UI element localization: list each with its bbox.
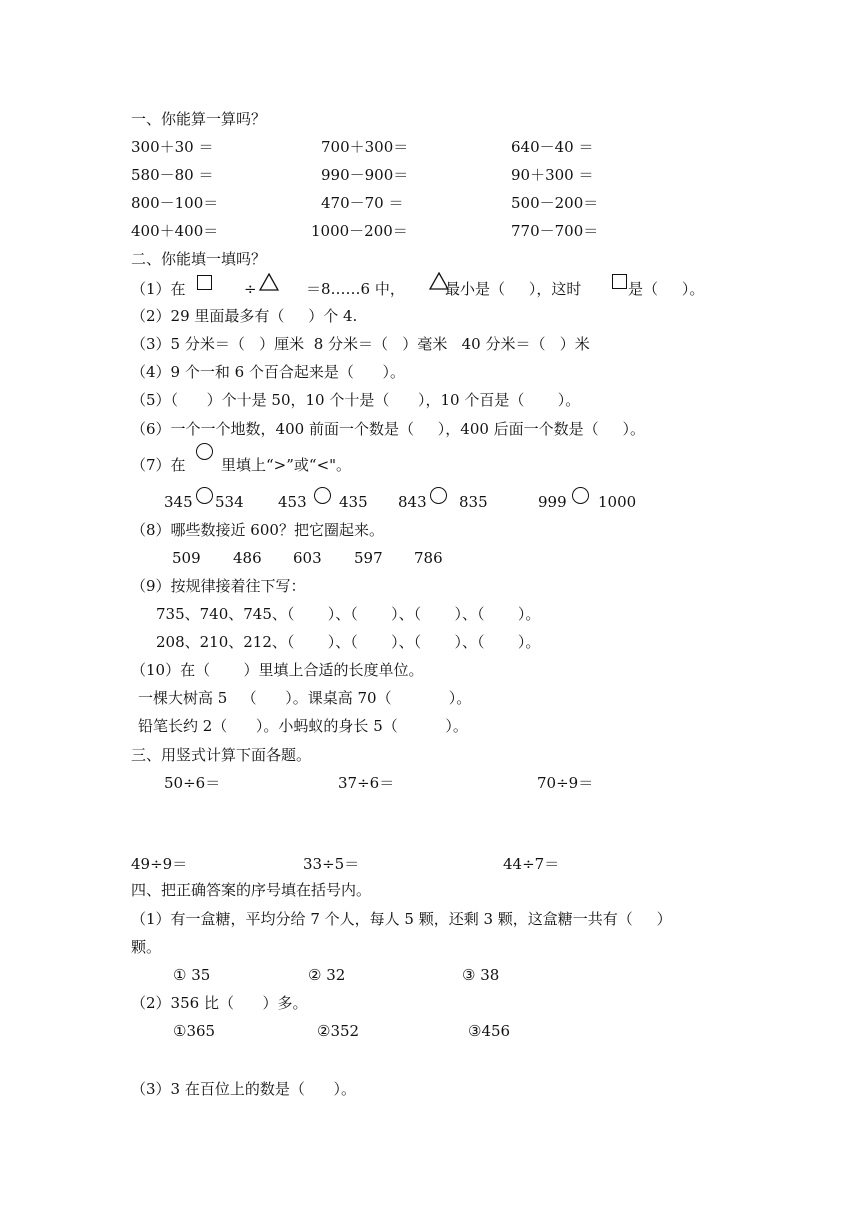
- question-5: （5）（ ）个十是 50，10 个十是（ ），10 个百是（ ）。: [131, 391, 581, 409]
- square-icon: [612, 274, 627, 289]
- compare-right: 435: [339, 493, 368, 511]
- divide-sign: ÷: [244, 280, 257, 298]
- circle-icon: [196, 487, 213, 504]
- calc-item: 1000－200＝: [311, 222, 408, 240]
- calc-item: 770－700＝: [511, 222, 599, 240]
- question-10: （10）在（ ）里填上合适的长度单位。: [131, 661, 424, 679]
- circle-icon: [196, 443, 213, 460]
- question-9: （9）按规律接着往下写：: [131, 577, 306, 595]
- compare-left: 999: [538, 493, 567, 511]
- unit-fill-row: 铅笔长约 2（ ）。小蚂蚁的身长 5（ ）。: [138, 717, 468, 735]
- question-7-text: 里填上“>”或“<"。: [221, 456, 352, 474]
- calc-item: 800－100＝: [131, 194, 219, 212]
- calc-item: 700＋300＝: [321, 138, 409, 156]
- question-6: （6）一个一个地数，400 前面一个数是（ ），400 后面一个数是（ ）。: [131, 420, 646, 438]
- question-3: （3）5 分米＝（ ）厘米 8 分米＝（ ）毫米 40 分米＝（ ）米: [131, 335, 590, 353]
- number-option: 597: [354, 549, 383, 567]
- choice-question-1-cont: 颗。: [131, 938, 162, 956]
- answer-option: ①365: [173, 1022, 216, 1040]
- unit-fill-row: 一棵大树高 5 （ ）。课桌高 70（ ）。: [138, 689, 472, 707]
- calc-item: 90＋300 ＝: [511, 166, 594, 184]
- calc-item: 400＋400＝: [131, 222, 219, 240]
- sequence-row: 735、740、745、（ ）、（ ）、（ ）、（ ）。: [156, 605, 541, 623]
- question-4: （4）9 个一和 6 个百合起来是（ ）。: [131, 363, 406, 381]
- compare-left: 345: [164, 493, 193, 511]
- number-option: 509: [172, 549, 201, 567]
- compare-left: 843: [398, 493, 427, 511]
- calc-item: 990－900＝: [321, 166, 409, 184]
- compare-right: 534: [215, 493, 244, 511]
- section-3-title: 三、用竖式计算下面各题。: [131, 746, 312, 764]
- division-problem: 44÷7＝: [503, 855, 560, 873]
- division-problem: 37÷6＝: [338, 774, 395, 792]
- section-4-title: 四、把正确答案的序号填在括号内。: [131, 881, 372, 899]
- division-problem: 50÷6＝: [164, 774, 221, 792]
- square-icon: [197, 275, 212, 290]
- answer-option: ② 32: [308, 966, 346, 984]
- division-problem: 33÷5＝: [303, 855, 360, 873]
- question-8: （8）哪些数接近 600？把它圈起来。: [131, 521, 384, 539]
- compare-right: 835: [459, 493, 488, 511]
- question-1-end: 是（ ）。: [628, 280, 705, 298]
- circle-icon: [314, 487, 331, 504]
- question-1-middle: ＝8……6 中，: [306, 280, 405, 298]
- section-1-title: 一、你能算一算吗？: [131, 110, 267, 128]
- compare-right: 1000: [598, 493, 637, 511]
- calc-item: 580－80 ＝: [131, 166, 214, 184]
- answer-option: ②352: [317, 1022, 360, 1040]
- circle-icon: [572, 487, 589, 504]
- number-option: 786: [414, 549, 443, 567]
- choice-question-1: （1）有一盒糖，平均分给 7 个人，每人 5 颗，还剩 3 颗，这盒糖一共有（ ）: [131, 910, 672, 928]
- compare-left: 453: [278, 493, 307, 511]
- calc-item: 500－200＝: [511, 194, 599, 212]
- question-1-prefix: （1）在: [131, 280, 186, 298]
- calc-item: 640－40 ＝: [511, 138, 594, 156]
- triangle-icon: [259, 273, 279, 291]
- number-option: 486: [233, 549, 262, 567]
- number-option: 603: [293, 549, 322, 567]
- calc-item: 300＋30 ＝: [131, 138, 214, 156]
- sequence-row: 208、210、212、（ ）、（ ）、（ ）、（ ）。: [156, 633, 541, 651]
- question-7-prefix: （7）在: [131, 456, 186, 474]
- answer-option: ③456: [468, 1022, 511, 1040]
- question-2: （2）29 里面最多有（ ）个 4.: [131, 307, 358, 325]
- division-problem: 49÷9＝: [131, 855, 188, 873]
- calc-item: 470－70 ＝: [321, 194, 404, 212]
- division-problem: 70÷9＝: [537, 774, 594, 792]
- answer-option: ① 35: [173, 966, 211, 984]
- question-1-rest: 最小是（ ），这时: [445, 280, 582, 298]
- choice-question-2: （2）356 比（ ）多。: [131, 994, 308, 1012]
- choice-question-3: （3）3 在百位上的数是（ ）。: [131, 1080, 356, 1098]
- answer-option: ③ 38: [462, 966, 500, 984]
- circle-icon: [430, 487, 447, 504]
- section-2-title: 二、你能填一填吗？: [131, 250, 267, 268]
